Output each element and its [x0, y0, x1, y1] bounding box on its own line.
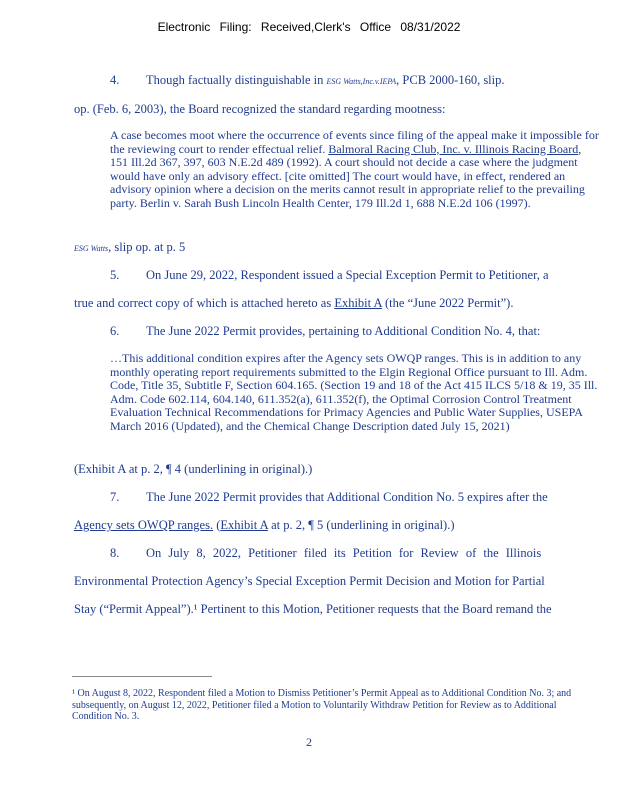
p5-line2	[74, 296, 513, 311]
p7-number: 7.	[110, 490, 120, 504]
p5-text-a: true and correct copy of which is attached hereto as	[74, 296, 332, 310]
p6-number: 6.	[110, 324, 120, 338]
p6-line1: The June 2022 Permit provides, pertaining to Additional Condition No. 4, that:	[146, 324, 541, 338]
p4-line1	[146, 73, 505, 88]
p8-line1: On July 8, 2022, Petitioner filed its Petition for Review of the Illinois	[146, 546, 542, 560]
footnote: ¹ On August 8, 2022, Respondent filed a Motion to Dismiss Petitioner’s Permit Appeal as to Additional Condition No. 3; and subsequently, on August 12, 2022, Petitioner filed a Motion to Voluntarily Withdraw Petition for Review as to Additional Condition No. 3.	[72, 688, 572, 722]
condition-quote: …This additional condition expires after the Agency sets OWQP ranges. This is in addition to any monthly operating report requirements submitted to the Elgin Regional Office pursuant to Ill. Adm. Code, Title 35, Subtitle F, Section 604.165. (Section 19 and 18 of the Act 415 ILCS 5/18 & 19, 35 Ill. Adm. Code 602.114, 604.140, 611.352(a), 611.352(f), the Optimal Corrosion Control Treatment Evaluation Technical Recommendations for Primacy Agencies and Public Water Supplies, USEPA March 2016 (Updated), and the Chemical Change Description dated July 15, 2021)	[110, 351, 598, 433]
p8-line3: Stay (“Permit Appeal”).¹ Pertinent to this Motion, Petitioner requests that the Board remand the	[74, 602, 552, 616]
quote1-case-berlin: Berlin v. Sarah Bush Lincoln Health Center	[139, 195, 349, 210]
p4-line2: op. (Feb. 6, 2003), the Board recognized the standard regarding mootness:	[74, 102, 446, 116]
p4-text-a: Though factually distinguishable in	[146, 73, 324, 87]
page-number: 2	[306, 735, 312, 749]
quote1-text-c: , 179 Ill.2d 1, 688 N.E.2d 106 (1997).	[348, 195, 531, 210]
p4-number: 4.	[110, 73, 120, 87]
quote1-text-b: , 151 Ill.2d 367, 397, 603 N.E.2d 489 (1992). A court should not decide a case where the judgment would have only an advisory effect. [cite omitted] The court would have, in effect, rendered an advisory opinion where a decision on the merits cannot result in appropriate relief to the prevailing party.	[110, 141, 585, 210]
p8-line2: Environmental Protection Agency’s Special Exception Permit Decision and Motion for Partial	[74, 574, 545, 588]
footnote-divider	[72, 676, 212, 677]
p7-exhibit-link[interactable]: Exhibit A	[220, 518, 268, 532]
p7-line1: The June 2022 Permit provides that Additional Condition No. 5 expires after the	[146, 490, 548, 504]
p7-text-a: (	[213, 518, 221, 532]
p5-exhibit-link[interactable]: Exhibit A	[334, 296, 382, 310]
quote2-citation: (Exhibit A at p. 2, ¶ 4 (underlining in original).)	[74, 462, 313, 476]
p7-line2	[74, 518, 455, 533]
mootness-quote	[110, 129, 600, 210]
p5-line1: On June 29, 2022, Respondent issued a Special Exception Permit to Petitioner, a	[146, 268, 549, 282]
quote1-case-balmoral: Balmoral Racing Club, Inc. v. Illinois Racing Board	[328, 141, 579, 156]
p8-number: 8.	[110, 546, 120, 560]
p7-underlined-text: Agency sets OWQP ranges.	[74, 518, 214, 532]
p4-text-b: , PCB 2000-160, slip.	[396, 73, 505, 87]
esg-cite-case: ESG Watts	[74, 244, 109, 253]
filing-header: Electronic Filing: Received,Clerk's Office 08/31/2022	[157, 20, 461, 34]
p7-text-b: at p. 2, ¶ 5 (underlining in original).)	[267, 518, 455, 532]
quote1-text-a: A case becomes moot where the occurrence of events since filing of the appeal make it impossible for the reviewing court to render effectual relief.	[110, 128, 599, 156]
p4-case-name: ESG Watts,Inc.v.IEPA	[326, 77, 397, 86]
p5-text-b: (the “June 2022 Permit”).	[381, 296, 514, 310]
p5-number: 5.	[110, 268, 120, 282]
esg-cite-text: , slip op. at p. 5	[108, 240, 186, 254]
esg-cite	[74, 240, 185, 255]
